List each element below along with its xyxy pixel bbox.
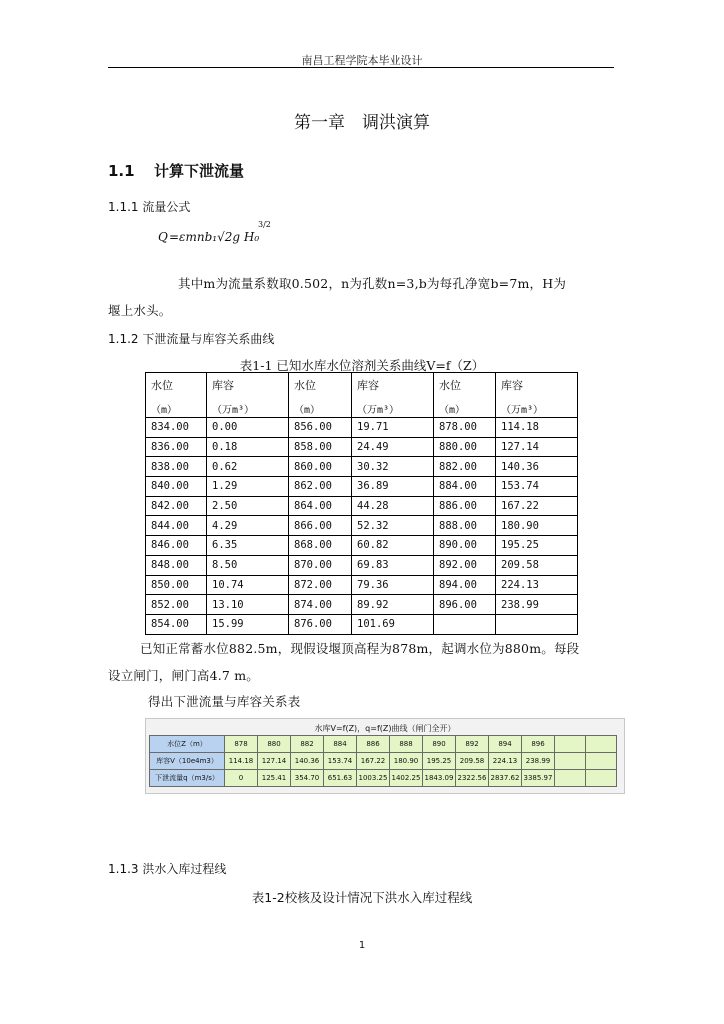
table-row [146,536,578,556]
table-cell: 114.18 [225,753,258,770]
table-cell: 19.71 [352,418,434,438]
table-cell: 0.00 [207,418,289,438]
table-cell: 209.58 [496,555,578,575]
table-cell [586,736,617,753]
table-cell [555,770,586,787]
table-cell: 860.00 [289,457,352,477]
table-1-2-caption: 表1-2校核及设计情况下洪水入库过程线 [251,890,473,905]
table-cell: 868.00 [289,536,352,556]
paragraph-1-line-1: 其中m为流量系数取0.502，n为孔数n=3,b为每孔净宽b=7m，H为 [178,276,567,291]
table-cell: 140.36 [291,753,324,770]
chapter-title: 第一章 调洪演算 [294,113,430,133]
paragraph-2-line-1: 已知正常蓄水位882.5m，现假设堰顶高程为878m，起调水位为880m。每段 [140,641,580,656]
table-row [146,496,578,516]
table-cell: 846.00 [146,536,207,556]
table-row [150,736,617,753]
table-cell [586,770,617,787]
table-cell: 1003.25 [357,770,390,787]
table-cell: 167.22 [357,753,390,770]
paragraph-2-line-2: 设立闸门，闸门高4.7 m。 [108,668,260,683]
table-row [146,595,578,615]
table-cell: 878 [225,736,258,753]
header-rule [108,67,614,68]
formula-lhs: Q [158,230,168,244]
table-cell: 834.00 [146,418,207,438]
header-cell: （m） [146,399,207,418]
header-cell: 库容 [207,373,289,400]
table-cell: 878.00 [434,418,496,438]
table-cell: 896 [522,736,555,753]
table-cell: 6.35 [207,536,289,556]
header-cell: （m） [434,399,496,418]
table-cell: 884 [324,736,357,753]
table-cell: 195.25 [423,753,456,770]
table-cell: 8.50 [207,555,289,575]
table-row [146,516,578,536]
table-cell: 238.99 [522,753,555,770]
header-cell: （万m³） [207,399,289,418]
table-cell: 854.00 [146,614,207,634]
table-row [146,418,578,438]
table-cell: 153.74 [324,753,357,770]
section-title: 计算下泄流量 [154,162,245,180]
table-cell: 890 [423,736,456,753]
table-cell: 882.00 [434,457,496,477]
table-row [146,614,578,634]
header-cell: 水位 [289,373,352,400]
table-cell: 24.49 [352,437,434,457]
table-cell: 850.00 [146,575,207,595]
table-cell [496,614,578,634]
table-cell: 0 [225,770,258,787]
table-cell: 838.00 [146,457,207,477]
table-cell: 153.74 [496,477,578,497]
table-cell: 894 [489,736,522,753]
table-cell: 224.13 [489,753,522,770]
subsection-1-1-2: 1.1.2 下泄流量与库容关系曲线 [108,332,275,346]
subsection-1-1-3: 1.1.3 洪水入库过程线 [108,862,227,876]
table-cell: 842.00 [146,496,207,516]
discharge-storage-table-image [145,718,625,794]
table-cell: 69.83 [352,555,434,575]
table-cell: 872.00 [289,575,352,595]
table-cell: 101.69 [352,614,434,634]
formula-rhs: =εmnb₁√2g H₀ [169,230,260,244]
table-cell: 13.10 [207,595,289,615]
table-cell: 651.63 [324,770,357,787]
table-cell: 3385.97 [522,770,555,787]
row-label: 下泄流量q（m3/s） [150,770,225,787]
table-cell: 1402.25 [390,770,423,787]
table-cell: 140.36 [496,457,578,477]
table-cell: 224.13 [496,575,578,595]
table-cell: 209.58 [456,753,489,770]
table-cell: 4.29 [207,516,289,536]
table-cell: 892.00 [434,555,496,575]
table-cell: 892 [456,736,489,753]
table-header-row [146,399,578,418]
table-cell: 127.14 [258,753,291,770]
table-cell: 858.00 [289,437,352,457]
table-cell: 862.00 [289,477,352,497]
table-cell [434,614,496,634]
row-label: 水位Z（m） [150,736,225,753]
header-cell: （万m³） [352,399,434,418]
table-cell: 852.00 [146,595,207,615]
header-cell: 水位 [434,373,496,400]
paragraph-1-line-2: 堰上水头。 [108,303,172,318]
page-number: 1 [358,940,366,951]
table-cell: 840.00 [146,477,207,497]
table-cell: 890.00 [434,536,496,556]
subsection-1-1-1: 1.1.1 流量公式 [108,200,191,214]
page-header: 南昌工程学院本毕业设计 [301,54,423,67]
table-cell: 882 [291,736,324,753]
table-cell: 848.00 [146,555,207,575]
table-cell: 880.00 [434,437,496,457]
table-cell: 180.90 [390,753,423,770]
table-cell: 15.99 [207,614,289,634]
table-cell: 60.82 [352,536,434,556]
table-cell: 1843.09 [423,770,456,787]
header-cell: （万m³） [496,399,578,418]
table-cell: 886 [357,736,390,753]
table-row [146,457,578,477]
table-row [150,753,617,770]
table-header-row [146,373,578,400]
flow-formula [158,222,298,252]
table-row [146,477,578,497]
discharge-storage-table [149,735,617,787]
formula-exponent: 3/2 [258,220,271,229]
table-cell: 127.14 [496,437,578,457]
table-cell: 888 [390,736,423,753]
table-cell: 354.70 [291,770,324,787]
table-cell: 874.00 [289,595,352,615]
table-cell: 864.00 [289,496,352,516]
header-cell: （m） [289,399,352,418]
section-heading [108,160,244,181]
table-cell: 0.62 [207,457,289,477]
table-cell: 880 [258,736,291,753]
table-cell: 2.50 [207,496,289,516]
table-cell: 896.00 [434,595,496,615]
table-row [150,770,617,787]
table-cell: 30.32 [352,457,434,477]
table-cell: 36.89 [352,477,434,497]
discharge-table-title: 水库V=f(Z)，q=f(Z)曲线（闸门全开） [314,724,456,733]
table-cell: 866.00 [289,516,352,536]
table-1-1-caption: 表1-1 已知水库水位溶剂关系曲线V=f（Z） [239,358,485,373]
table-cell [586,753,617,770]
header-cell: 库容 [496,373,578,400]
table-cell: 884.00 [434,477,496,497]
section-number: 1.1 [108,162,135,180]
table-cell: 125.41 [258,770,291,787]
table-cell: 114.18 [496,418,578,438]
table-cell: 89.92 [352,595,434,615]
table-cell: 79.36 [352,575,434,595]
table-cell: 195.25 [496,536,578,556]
table-cell: 836.00 [146,437,207,457]
table-cell: 10.74 [207,575,289,595]
table-cell: 894.00 [434,575,496,595]
table-cell: 167.22 [496,496,578,516]
table-row [146,555,578,575]
row-label: 库容V（10e4m3） [150,753,225,770]
table-cell: 52.32 [352,516,434,536]
table-cell [555,736,586,753]
header-cell: 库容 [352,373,434,400]
table-cell: 1.29 [207,477,289,497]
table-cell: 238.99 [496,595,578,615]
table-cell: 44.28 [352,496,434,516]
table-cell: 0.18 [207,437,289,457]
table-cell [555,753,586,770]
table-row [146,437,578,457]
table-cell: 844.00 [146,516,207,536]
table-cell: 888.00 [434,516,496,536]
table-cell: 886.00 [434,496,496,516]
header-cell: 水位 [146,373,207,400]
paragraph-3: 得出下泄流量与库容关系表 [148,694,301,709]
table-cell: 2322.56 [456,770,489,787]
table-cell: 180.90 [496,516,578,536]
table-cell: 876.00 [289,614,352,634]
table-cell: 856.00 [289,418,352,438]
table-cell: 870.00 [289,555,352,575]
table-cell: 2837.62 [489,770,522,787]
table-1-1 [145,372,578,635]
table-row [146,575,578,595]
